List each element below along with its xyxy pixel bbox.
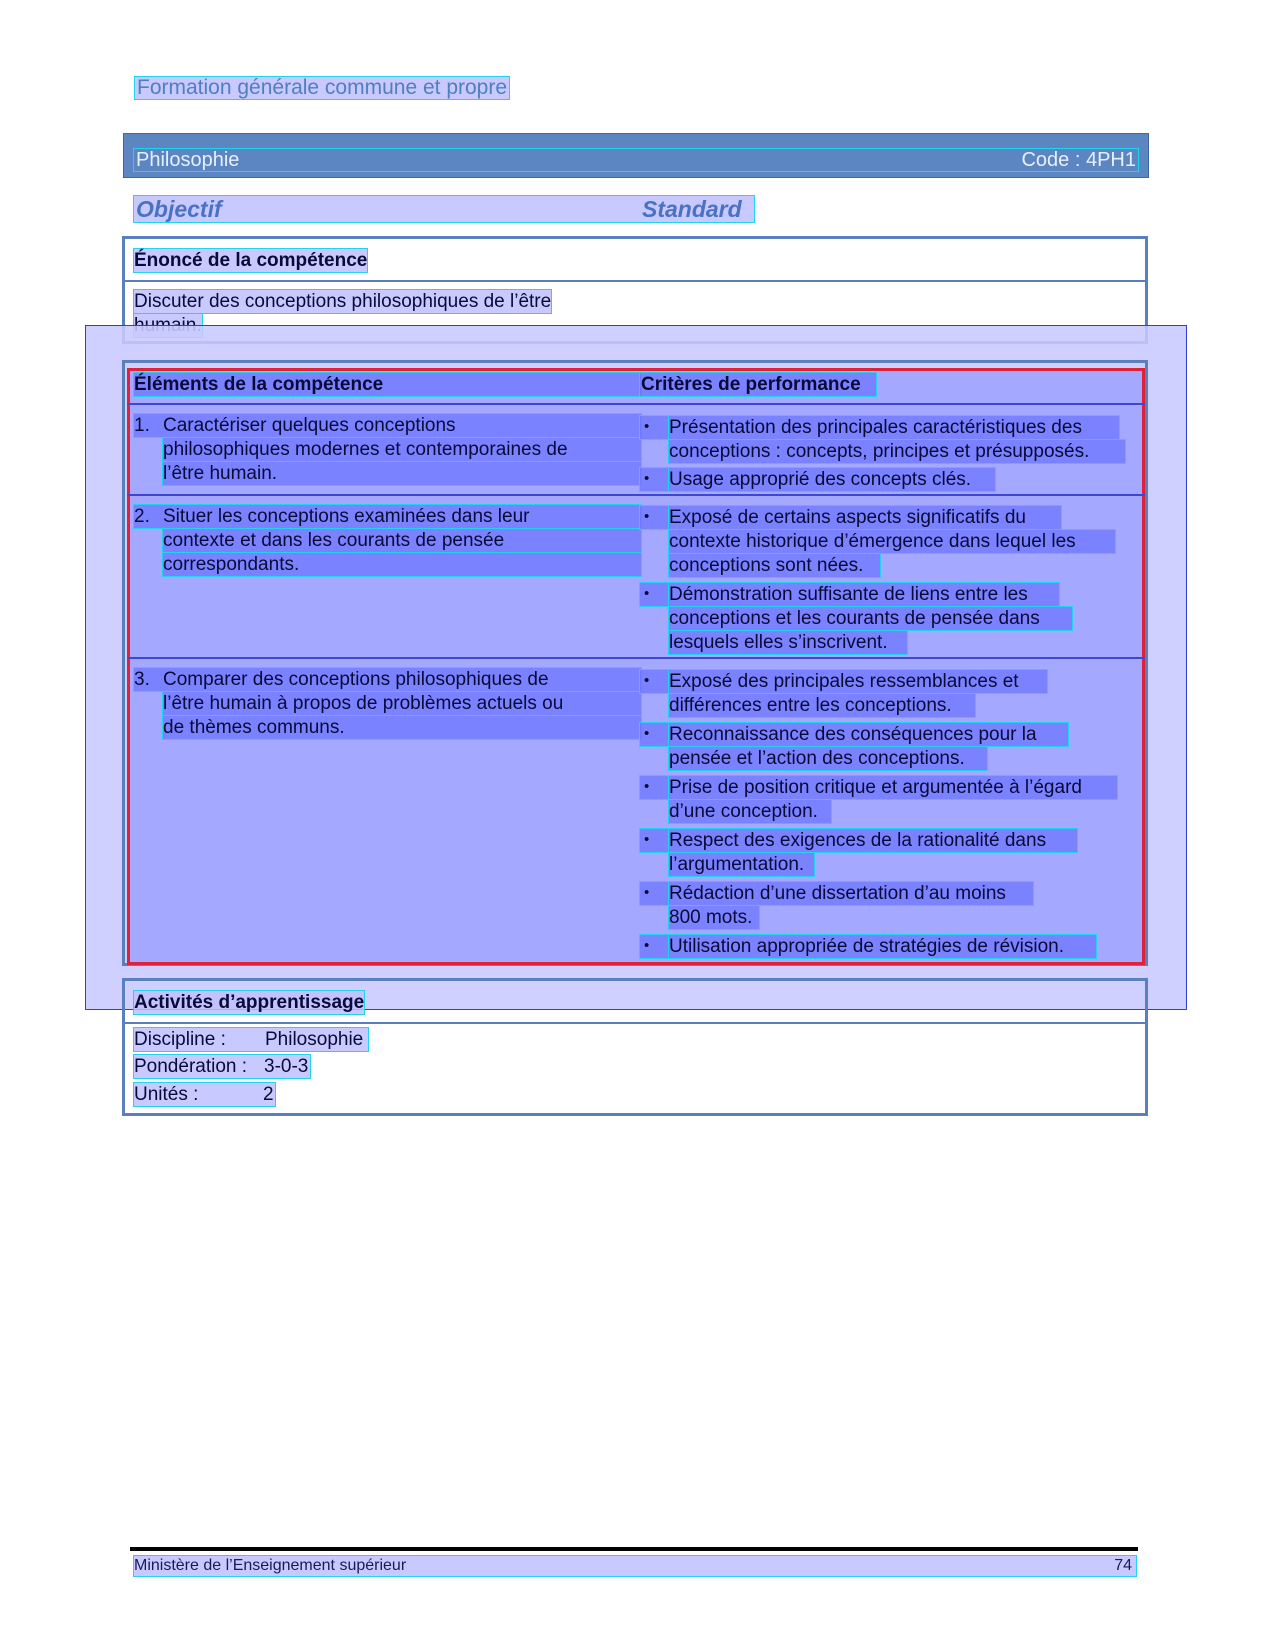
criteria-line: Prise de position critique et argumentée à l’égard <box>669 777 1082 798</box>
bullet-icon: • <box>644 672 650 689</box>
bullet-icon: • <box>644 470 650 487</box>
bullet-icon: • <box>644 418 650 435</box>
activities-heading: Activités d’apprentissage <box>134 992 365 1013</box>
course-code: Code : 4PH1 <box>1021 148 1136 171</box>
bullet-icon: • <box>644 831 650 848</box>
col-header-elements: Éléments de la compétence <box>134 374 384 395</box>
element-line: philosophiques modernes et contemporaines de <box>163 439 568 460</box>
activities-divider <box>124 1022 1146 1024</box>
objectif-label: Objectif <box>136 196 222 222</box>
course-banner <box>123 133 1149 178</box>
criteria-line: Exposé de certains aspects significatifs du <box>669 507 1026 528</box>
criteria-line: l’argumentation. <box>669 854 805 875</box>
criteria-line: Reconnaissance des conséquences pour la <box>669 724 1037 745</box>
criteria-line: Exposé des principales ressemblances et <box>669 671 1019 692</box>
bullet-icon: • <box>644 937 650 954</box>
ponderation-value: 3-0-3 <box>264 1056 309 1077</box>
bullet-icon: • <box>644 884 650 901</box>
criteria-line: lesquels elles s’inscrivent. <box>669 632 888 653</box>
footer-ministry: Ministère de l’Enseignement supérieur <box>134 1557 407 1574</box>
criteria-line: contexte historique d’émergence dans lequel les <box>669 531 1076 552</box>
unites-label: Unités : <box>134 1084 199 1105</box>
criteria-line: Rédaction d’une dissertation d’au moins <box>669 883 1006 904</box>
col-header-criteria: Critères de performance <box>641 374 861 395</box>
criteria-line: Respect des exigences de la rationalité dans <box>669 830 1047 851</box>
criteria-line: pensée et l’action des conceptions. <box>669 748 965 769</box>
criteria-line: différences entre les conceptions. <box>669 695 952 716</box>
criteria-line: Utilisation appropriée de stratégies de révision. <box>669 936 1064 957</box>
page-number: 74 <box>1114 1557 1132 1574</box>
bullet-icon: • <box>644 725 650 742</box>
criteria-line: conceptions : concepts, principes et présupposés. <box>669 441 1090 462</box>
element-line: contexte et dans les courants de pensée <box>163 530 505 551</box>
row-divider <box>127 657 1145 659</box>
criteria-line: Présentation des principales caractéristiques des <box>669 417 1082 438</box>
criteria-line: 800 mots. <box>669 907 753 928</box>
element-line: correspondants. <box>163 554 300 575</box>
discipline-row <box>134 1028 368 1051</box>
element-line: Comparer des conceptions philosophiques de <box>163 669 549 690</box>
criteria-line: d’une conception. <box>669 801 818 822</box>
bullet-icon: • <box>644 585 650 602</box>
document-header: Formation générale commune et propre <box>137 76 508 99</box>
row-divider <box>127 494 1145 496</box>
statement-line-1: Discuter des conceptions philosophiques de l’être <box>134 291 552 312</box>
row-number: 1. <box>134 415 150 436</box>
statement-divider <box>124 280 1146 282</box>
element-line: Caractériser quelques conceptions <box>163 415 456 436</box>
element-line: de thèmes communs. <box>163 717 345 738</box>
bullet-icon: • <box>644 778 650 795</box>
row-divider <box>127 403 1145 405</box>
unites-row <box>134 1083 275 1106</box>
page-footer <box>134 1556 1136 1576</box>
footer-rule <box>130 1547 1138 1551</box>
criteria-line: conceptions et les courants de pensée dans <box>669 608 1040 629</box>
row-number: 3. <box>134 669 150 690</box>
ponderation-label: Pondération : <box>134 1056 248 1077</box>
criteria-line: Usage approprié des concepts clés. <box>669 469 972 490</box>
element-line: Situer les conceptions examinées dans leur <box>163 506 530 527</box>
discipline-label: Discipline : <box>134 1029 226 1050</box>
row-number: 2. <box>134 506 150 527</box>
criteria-line: conceptions sont nées. <box>669 555 864 576</box>
statement-heading: Énoncé de la compétence <box>134 250 368 271</box>
discipline-value: Philosophie <box>265 1029 364 1050</box>
objective-standard-row <box>134 196 754 222</box>
element-line: l’être humain à propos de problèmes actuels ou <box>163 693 564 714</box>
bullet-icon: • <box>644 508 650 525</box>
element-line: l’être humain. <box>163 463 278 484</box>
course-subject: Philosophie <box>136 148 240 171</box>
standard-label: Standard <box>642 196 742 222</box>
unites-value: 2 <box>263 1084 274 1105</box>
criteria-line: Démonstration suffisante de liens entre les <box>669 584 1028 605</box>
ponderation-row <box>134 1055 310 1078</box>
